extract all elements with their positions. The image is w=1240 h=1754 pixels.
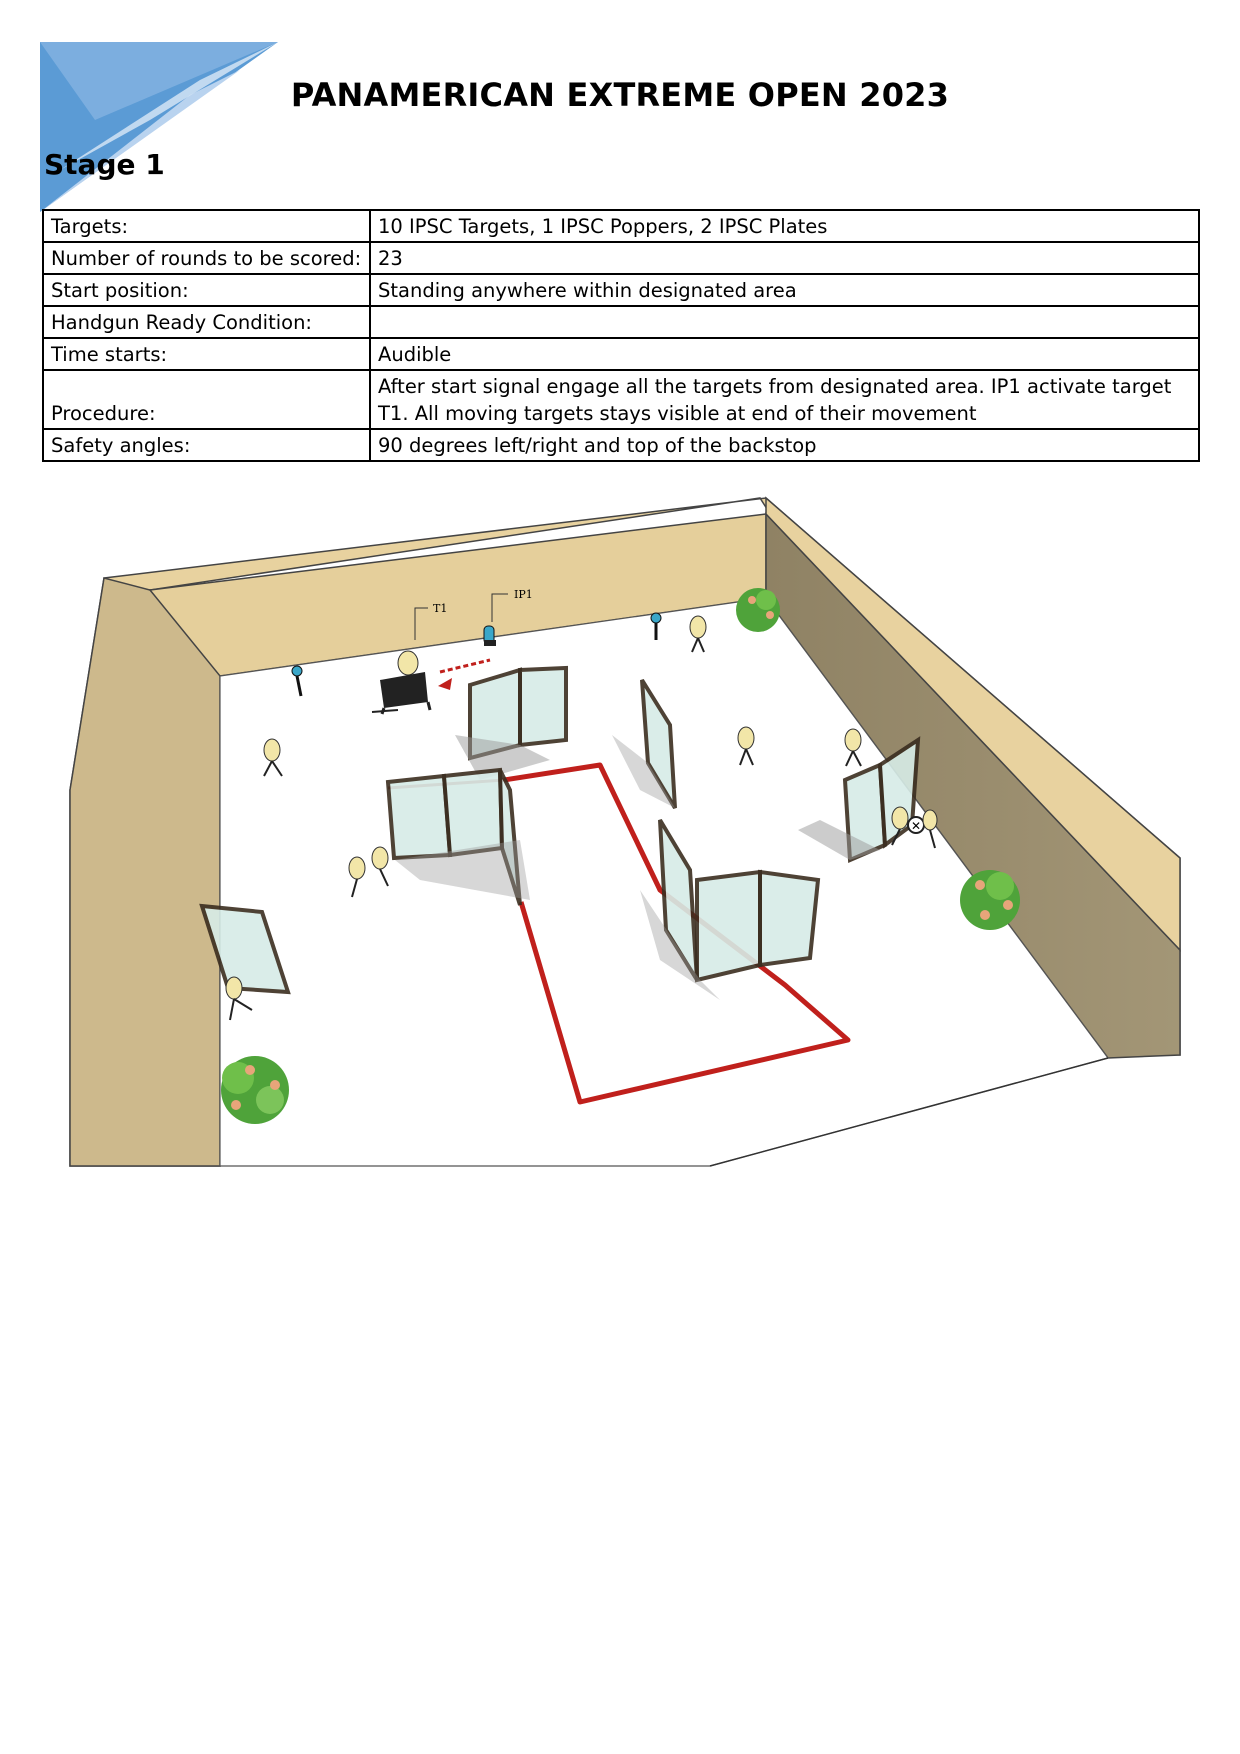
table-row bbox=[43, 338, 1199, 370]
row-label-time-starts: Time starts: bbox=[43, 338, 370, 370]
stage-diagram bbox=[60, 490, 1190, 1170]
row-label-ready-condition: Handgun Ready Condition: bbox=[43, 306, 370, 338]
row-value-targets: 10 IPSC Targets, 1 IPSC Poppers, 2 IPSC Plates bbox=[370, 210, 1199, 242]
row-label-procedure: Procedure: bbox=[43, 370, 370, 429]
bush bbox=[221, 1056, 289, 1124]
row-value-time-starts: Audible bbox=[370, 338, 1199, 370]
table-row bbox=[43, 242, 1199, 274]
row-label-targets: Targets: bbox=[43, 210, 370, 242]
callout-ip1: IP1 bbox=[514, 588, 533, 601]
svg-text:✕: ✕ bbox=[911, 819, 922, 833]
document-title: PANAMERICAN EXTREME OPEN 2023 bbox=[290, 76, 950, 114]
left-wall bbox=[70, 578, 220, 1166]
ipsc-target bbox=[398, 651, 418, 675]
stage-briefing-table bbox=[42, 209, 1200, 462]
popper-ip1 bbox=[484, 626, 496, 646]
row-value-start-position: Standing anywhere within designated area bbox=[370, 274, 1199, 306]
row-value-rounds: 23 bbox=[370, 242, 1199, 274]
row-label-start-position: Start position: bbox=[43, 274, 370, 306]
row-label-safety-angles: Safety angles: bbox=[43, 429, 370, 461]
callout-t1: T1 bbox=[433, 602, 448, 615]
table-row bbox=[43, 429, 1199, 461]
bush bbox=[960, 870, 1020, 930]
table-row bbox=[43, 306, 1199, 338]
bush bbox=[736, 588, 780, 632]
row-value-ready-condition bbox=[370, 306, 1199, 338]
table-row bbox=[43, 274, 1199, 306]
table-row bbox=[43, 210, 1199, 242]
row-label-rounds: Number of rounds to be scored: bbox=[43, 242, 370, 274]
table-row bbox=[43, 370, 1199, 429]
row-value-procedure: After start signal engage all the targets from designated area. IP1 activate target T1. All moving targets stays visible at end of their movement bbox=[370, 370, 1199, 429]
stage-heading: Stage 1 bbox=[44, 148, 165, 181]
row-value-safety-angles: 90 degrees left/right and top of the backstop bbox=[370, 429, 1199, 461]
